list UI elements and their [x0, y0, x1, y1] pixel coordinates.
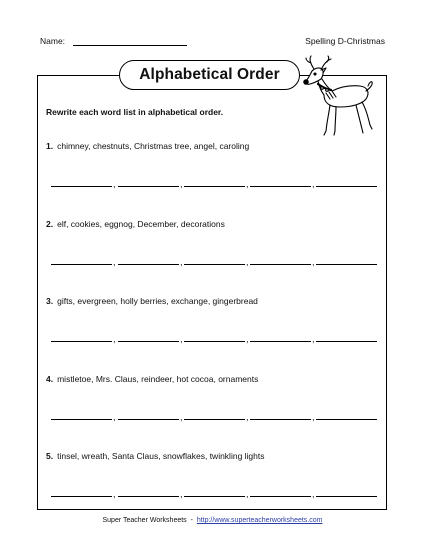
answer-comma: , — [246, 489, 249, 499]
answer-blank[interactable] — [184, 333, 245, 342]
answer-comma: , — [312, 257, 315, 267]
answer-blank[interactable] — [118, 256, 179, 265]
question-word-list: elf, cookies, eggnog, December, decorations — [57, 219, 225, 229]
instructions-text: Rewrite each word list in alphabetical order. — [46, 107, 224, 117]
answer-comma: , — [246, 412, 249, 422]
question-3 — [46, 296, 258, 306]
answer-blank[interactable] — [51, 256, 112, 265]
name-label: Name: — [40, 36, 66, 46]
page-title — [119, 60, 300, 90]
question-word-list: chimney, chestnuts, Christmas tree, angel, caroling — [57, 141, 250, 151]
answer-comma: , — [246, 179, 249, 189]
answer-comma: , — [180, 412, 183, 422]
answer-blank[interactable] — [316, 411, 377, 420]
reindeer-icon — [300, 55, 382, 141]
name-blank-line[interactable] — [73, 45, 187, 46]
answer-blank[interactable] — [118, 488, 179, 497]
question-5 — [46, 451, 265, 461]
question-word-list: tinsel, wreath, Santa Claus, snowflakes, twinkling lights — [57, 451, 265, 461]
answer-blank[interactable] — [51, 488, 112, 497]
answer-comma: , — [246, 334, 249, 344]
answer-blank[interactable] — [184, 178, 245, 187]
answer-comma: , — [113, 412, 116, 422]
answer-blank[interactable] — [250, 256, 311, 265]
answer-comma: , — [113, 334, 116, 344]
page-title-text: Alphabetical Order — [139, 66, 280, 83]
answer-blank[interactable] — [316, 256, 377, 265]
page-footer — [0, 517, 425, 524]
question-word-list: gifts, evergreen, holly berries, exchange, gingerbread — [57, 296, 258, 306]
answer-blank[interactable] — [51, 333, 112, 342]
answer-comma: , — [113, 179, 116, 189]
question-number: 1. — [46, 141, 54, 151]
answer-comma: , — [113, 257, 116, 267]
answer-comma: , — [312, 489, 315, 499]
question-number: 5. — [46, 451, 54, 461]
answer-blank[interactable] — [184, 256, 245, 265]
answer-blank[interactable] — [250, 488, 311, 497]
footer-site-name: Super Teacher Worksheets — [102, 517, 187, 524]
answer-blank[interactable] — [184, 411, 245, 420]
answer-blank[interactable] — [118, 333, 179, 342]
answer-comma: , — [180, 489, 183, 499]
answer-blank[interactable] — [316, 488, 377, 497]
answer-blank[interactable] — [51, 178, 112, 187]
question-number: 3. — [46, 296, 54, 306]
footer-link[interactable]: http://www.superteacherworksheets.com — [196, 517, 323, 524]
answer-comma: , — [113, 489, 116, 499]
worksheet-subject: Spelling D-Christmas — [305, 36, 385, 46]
answer-comma: , — [246, 257, 249, 267]
answer-blank[interactable] — [51, 411, 112, 420]
question-1 — [46, 141, 249, 151]
footer-separator: - — [190, 517, 193, 524]
answer-comma: , — [180, 334, 183, 344]
answer-blank[interactable] — [118, 411, 179, 420]
answer-blank[interactable] — [250, 178, 311, 187]
answer-comma: , — [312, 334, 315, 344]
answer-blank[interactable] — [184, 488, 245, 497]
answer-blank[interactable] — [316, 178, 377, 187]
question-4 — [46, 374, 258, 384]
question-number: 4. — [46, 374, 54, 384]
answer-blank[interactable] — [316, 333, 377, 342]
answer-blank[interactable] — [250, 411, 311, 420]
answer-blank[interactable] — [250, 333, 311, 342]
question-word-list: mistletoe, Mrs. Claus, reindeer, hot cocoa, ornaments — [57, 374, 259, 384]
answer-comma: , — [312, 412, 315, 422]
name-field-row — [40, 36, 187, 46]
answer-comma: , — [180, 257, 183, 267]
answer-comma: , — [312, 179, 315, 189]
question-number: 2. — [46, 219, 54, 229]
question-2 — [46, 219, 225, 229]
answer-blank[interactable] — [118, 178, 179, 187]
answer-comma: , — [180, 179, 183, 189]
